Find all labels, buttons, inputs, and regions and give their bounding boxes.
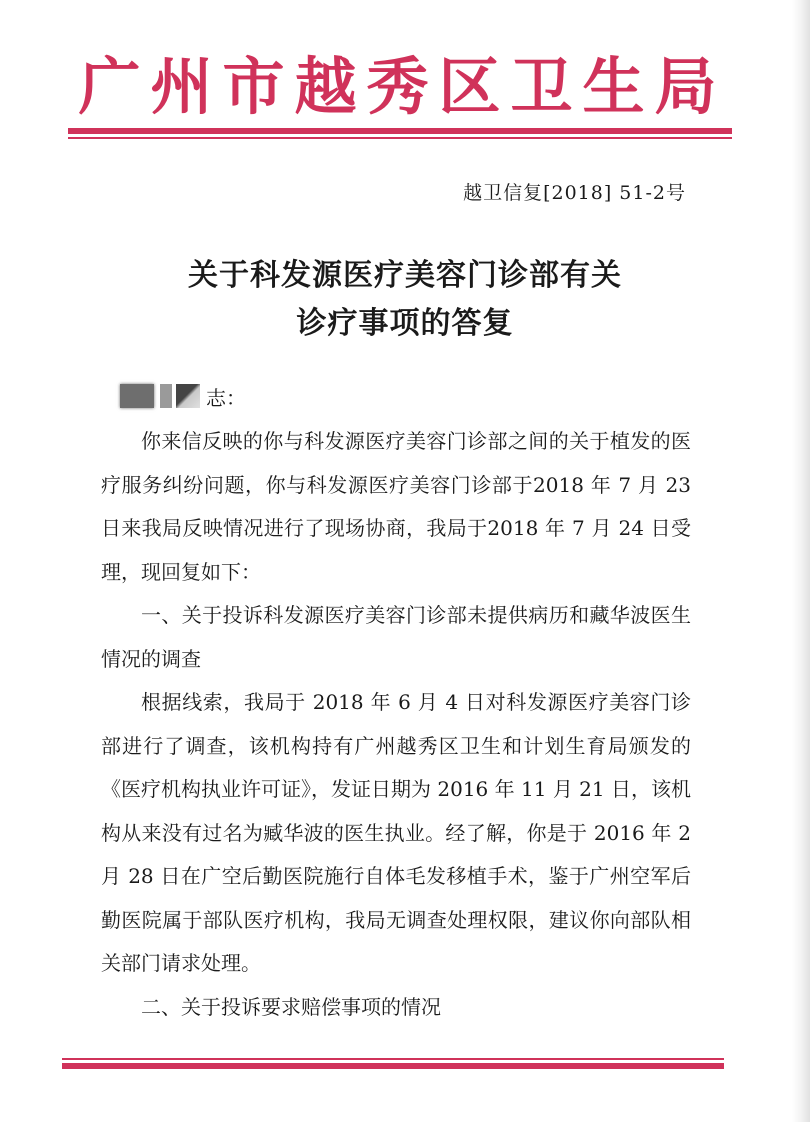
page-edge-shadow — [792, 0, 810, 1122]
section-heading-1: 一、关于投诉科发源医疗美容门诊部未提供病历和藏华波医生情况的调查 — [101, 603, 691, 671]
document-title-line1: 关于科发源医疗美容门诊部有关 — [188, 258, 622, 293]
masthead-rule-thin — [68, 137, 732, 139]
section-heading-2: 二、关于投诉要求赔偿事项的情况 — [141, 994, 441, 1019]
masthead-title: 广州市越秀区卫生局 — [78, 50, 727, 123]
paragraph-investigation: 根据线索，我局于 2018 年 6 月 4 日对科发源医疗美容门诊部进行了调查，该机构持有广州越秀区卫生和计划生育局颁发的《医疗机构执业许可证》，发证日期为 2016 年 11 月 21 日，该机构从来没有过名为臧华波的医生执业。经了解，你是于 2016 年 2 月 28 日在广空后勤医院施行自体毛发移植手术，鉴于广州空军后勤医院属于部队医疗机构，我局无调查处理权限，建议你向部队相关部门请求处理。 — [101, 690, 691, 975]
document-title-line2: 诊疗事项的答复 — [296, 306, 514, 341]
masthead-rule-thick — [68, 128, 732, 134]
redacted-name-block — [120, 384, 154, 408]
redacted-name-block — [160, 384, 172, 408]
salutation — [120, 380, 246, 412]
document-number: 越卫信复[2018] 51-2号 — [463, 182, 686, 204]
salutation-suffix: 志： — [206, 385, 246, 410]
footer-rule-thin — [62, 1058, 724, 1060]
redacted-name-block — [176, 384, 200, 408]
footer-rule-thick — [62, 1063, 724, 1069]
letter-body — [101, 420, 691, 1029]
paragraph-intro: 你来信反映的你与科发源医疗美容门诊部之间的关于植发的医疗服务纠纷问题，你与科发源医疗美容门诊部于2018 年 7 月 23 日来我局反映情况进行了现场协商，我局于2018 年 7 月 24 日受理，现回复如下： — [101, 429, 691, 584]
